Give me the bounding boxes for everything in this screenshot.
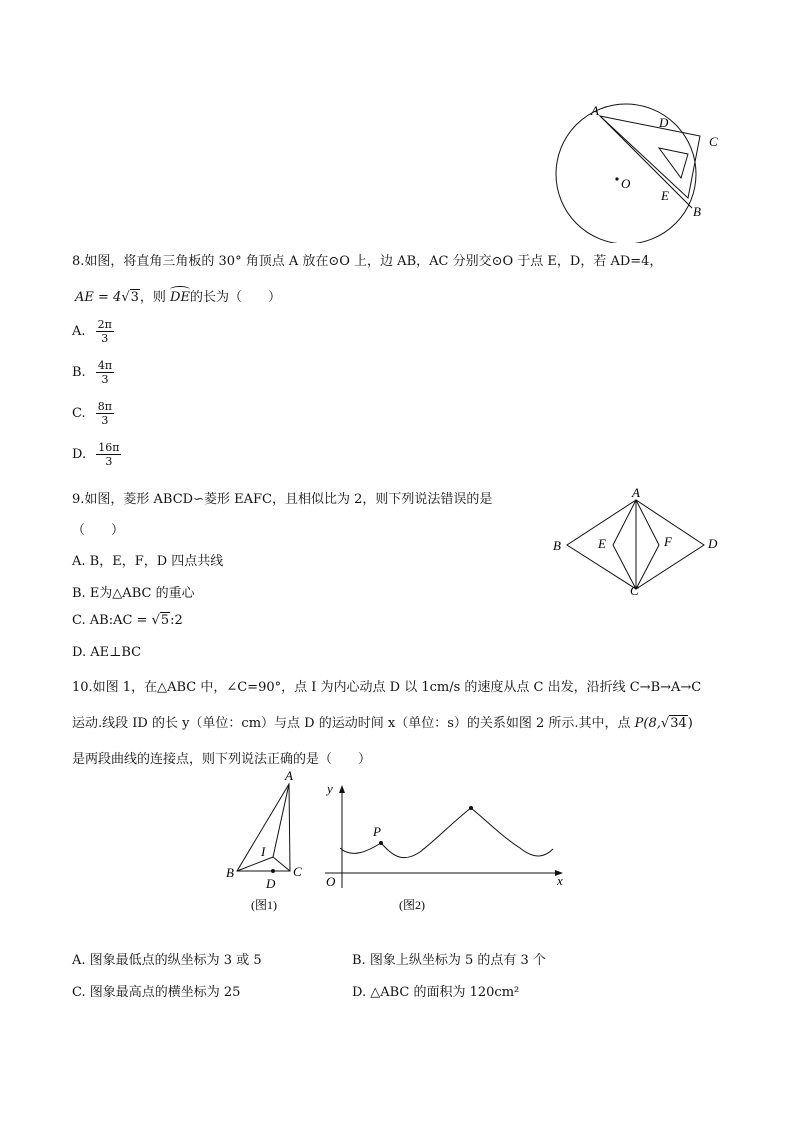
sqrt-value: 5 [160, 613, 170, 628]
fraction [96, 359, 114, 386]
q8-figure [545, 98, 735, 243]
q10-line-ci [273, 857, 290, 871]
q8-circle [556, 104, 696, 243]
point-close: ) [687, 716, 693, 731]
point-p: P(8, [634, 716, 661, 731]
q10-label-a: A [285, 768, 293, 783]
q8-stem-line1: 8.如图，将直角三角板的 30° 角顶点 A 放在⊙O 上，边 AB，AC 分别交⊙O 于点 E，D，若 AD=4， [72, 254, 663, 269]
q8-label-d: D [659, 115, 669, 130]
q9-label-d: D [708, 536, 718, 551]
denominator: 3 [101, 414, 109, 427]
q8-option-b [72, 359, 114, 386]
q8-arc-de: DE [170, 287, 190, 305]
q10-line-bi [237, 857, 273, 871]
q10-label-b: B [226, 865, 234, 880]
q9-figure [545, 484, 730, 599]
sqrt-value: 34 [670, 716, 687, 731]
q8-center-dot [615, 177, 618, 180]
q10-stem-line1: 10.如图 1，在△ABC 中，∠C=90°，点 I 为内心动点 D 以 1cm/s 的速度从点 C 出发，沿折线 C→B→A→C [72, 680, 702, 695]
numerator: 8π [97, 400, 112, 413]
q9-label-e: E [598, 536, 606, 551]
q8-triangle-outer [600, 116, 700, 198]
q8-label-b: B [693, 204, 701, 219]
q10-y-arrow [339, 785, 345, 793]
q9-option-a: A. B，E，F，D 四点共线 [72, 554, 224, 569]
q10-label-o: O [326, 874, 336, 889]
option-letter: B. [72, 365, 86, 380]
fraction [96, 400, 114, 427]
q9-label-a: A [632, 485, 640, 500]
numerator: 16π [98, 441, 120, 454]
numerator: 2π [97, 318, 112, 331]
q10-label-p: P [373, 824, 381, 839]
q8-line-ab [600, 116, 692, 208]
option-letter: D. [72, 447, 87, 462]
q8-mid: ，则 [139, 290, 166, 305]
denominator: 3 [105, 455, 113, 468]
q10-label-x: x [557, 873, 563, 888]
q9-stem-line1: 9.如图，菱形 ABCD∽菱形 EAFC，且相似比为 2，则下列说法错误的是 [72, 492, 493, 507]
q8-label-c: C [709, 134, 718, 149]
q10-option-a: A. 图象最低点的纵坐标为 3 或 5 [72, 953, 262, 968]
q10-point-p [379, 841, 383, 845]
q10-point-d [271, 869, 275, 873]
q8-triangle-inner [659, 148, 688, 178]
q10-curve [340, 808, 553, 858]
q9-label-b: B [553, 538, 561, 553]
q10-label-c: C [293, 864, 302, 879]
q8-option-d [72, 441, 121, 468]
q8-stem-line2: AE = 4√3，则 DE的长为（ ） [75, 286, 281, 305]
q9-label-f: F [664, 534, 672, 549]
q9-option-b: B. E为△ABC 的重心 [72, 586, 195, 601]
q9-option-d: D. AE⊥BC [72, 645, 142, 660]
q8-post: 的长为（ ） [189, 290, 281, 305]
q8-ae-label: AE = 4 [75, 290, 122, 305]
denominator: 3 [101, 332, 109, 345]
q10-fig1-caption: (图1) [251, 898, 277, 912]
q10-stem-line2: 运动.线段 ID 的长 y（单位：cm）与点 D 的运动时间 x（单位：s）的关系如图 2 所示.其中，点 P(8,√34) [72, 716, 693, 731]
q8-option-a [72, 318, 114, 345]
q8-label-o: O [621, 176, 631, 191]
q9-stem-line2: （ ） [72, 523, 125, 538]
q10-line-ai [273, 784, 289, 857]
fraction [96, 318, 114, 345]
q8-label-e: E [661, 188, 669, 203]
q10-option-c: C. 图象最高点的横坐标为 25 [72, 985, 241, 1000]
q9-label-c: C [630, 583, 639, 598]
q10-highest-point [469, 806, 473, 810]
stem-text: 运动.线段 ID 的长 y（单位：cm）与点 D 的运动时间 x（单位：s）的关系如图 2 所示.其中，点 [72, 716, 631, 731]
q8-option-c [72, 400, 114, 427]
q9-option-c: C. AB:AC = √5:2 [72, 613, 183, 628]
numerator: 4π [97, 359, 113, 372]
option-text: C. AB:AC = [72, 613, 152, 628]
q10-fig2-caption: (图2) [399, 898, 425, 912]
q10-stem-line3: 是两段曲线的连接点，则下列说法正确的是（ ） [72, 752, 372, 767]
q10-figure1 [220, 765, 310, 915]
denominator: 3 [101, 373, 109, 386]
option-letter: C. [72, 406, 86, 421]
q10-label-d: D [266, 876, 276, 891]
q10-option-b: B. 图象上纵坐标为 5 的点有 3 个 [352, 953, 546, 968]
q10-label-y: y [327, 781, 333, 796]
q8-sqrt: 3 [130, 290, 139, 305]
q8-label-a: A [591, 103, 599, 118]
q10-label-i: I [261, 844, 266, 859]
q10-figure2 [320, 775, 570, 915]
q10-option-d: D. △ABC 的面积为 120cm² [352, 985, 520, 1000]
fraction [96, 441, 121, 468]
option-text-end: :2 [170, 613, 183, 628]
option-letter: A. [72, 324, 86, 339]
